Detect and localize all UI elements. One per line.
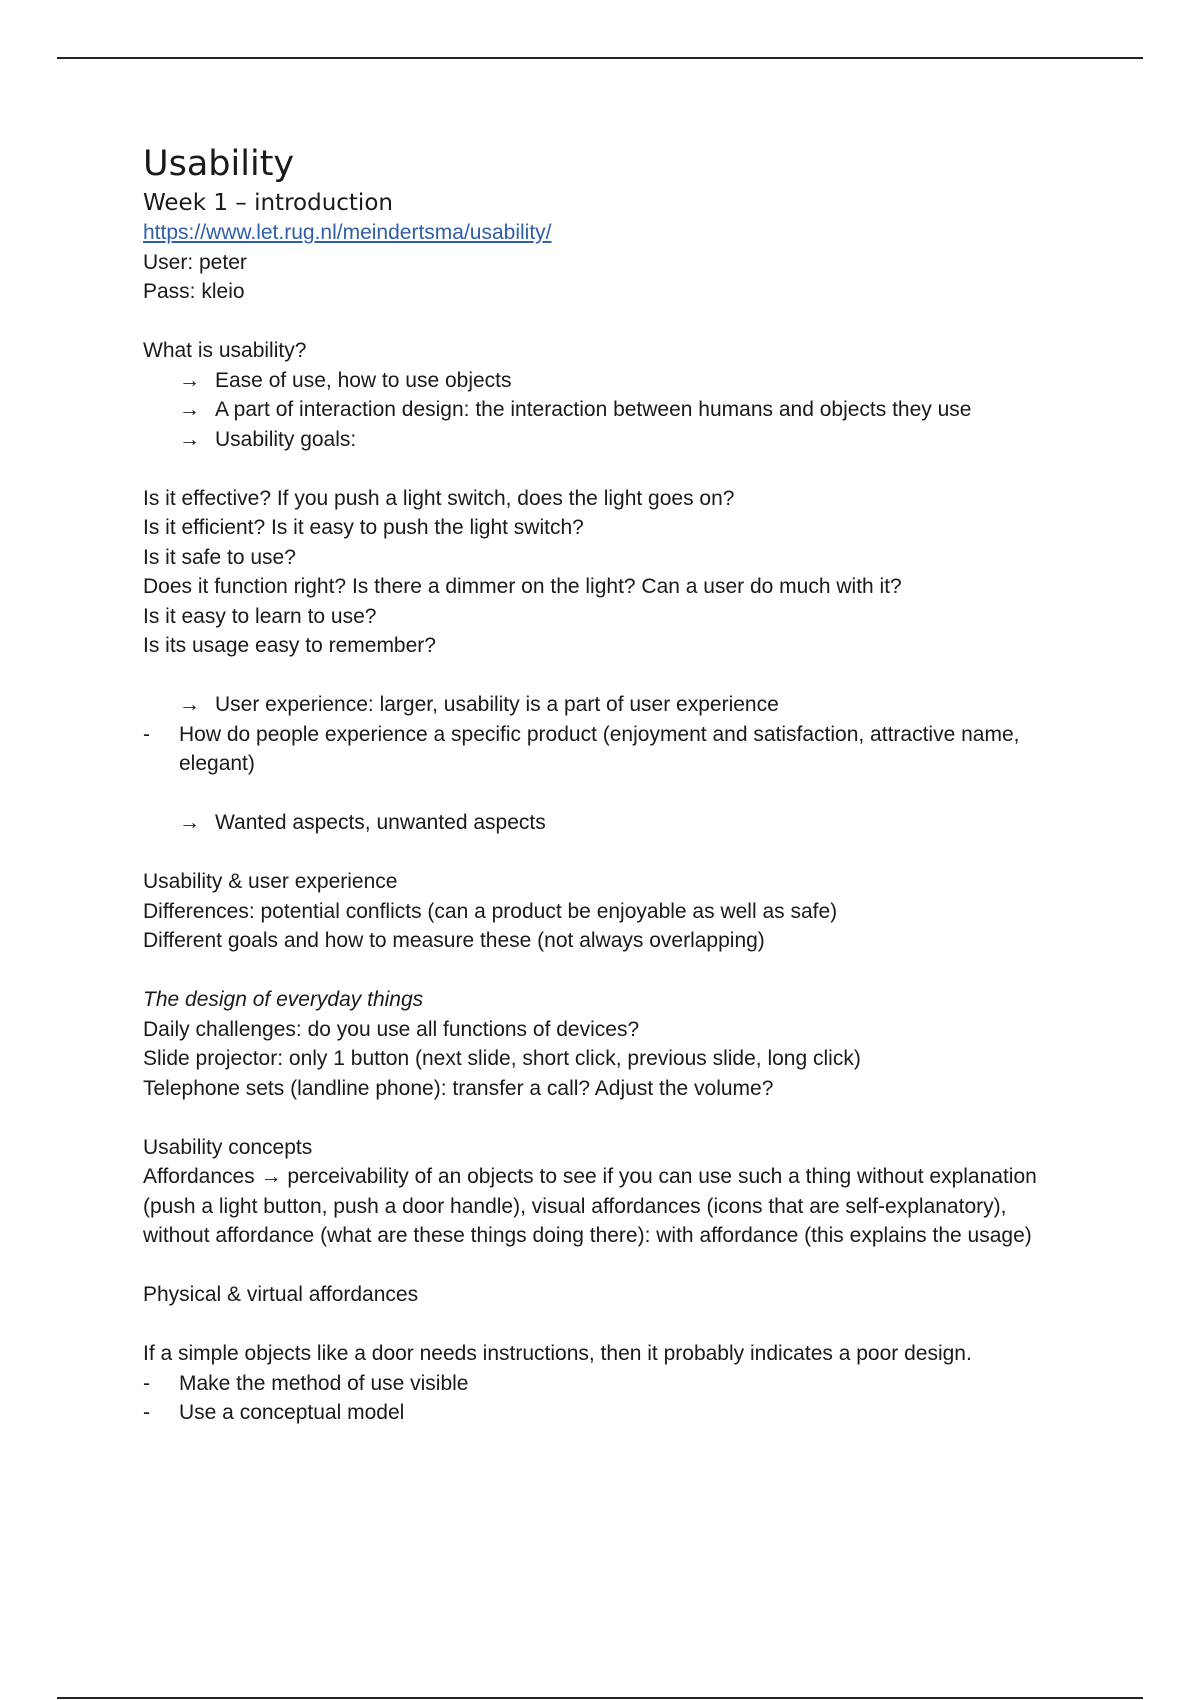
- list-item-text: Usability goals:: [215, 427, 357, 451]
- question-line: Is it efficient? Is it easy to push the light switch?: [143, 516, 584, 539]
- dash-bullet: -: [143, 1401, 150, 1424]
- spacer: [143, 1310, 1063, 1340]
- affordances-paragraph: Affordances → perceivability of an objects to see if you can use such a thing without explanation (push a light button, push a door handle), visual affordances (icons that are self-explanatory), without affordance (what are these things doing there): with affordance (this explains the usage): [143, 1165, 1037, 1247]
- list-item-text: How do people experience a specific product (enjoyment and satisfaction, attractive name, elegant): [179, 722, 1020, 775]
- arrow-icon: →: [179, 427, 200, 451]
- what-is-heading: What is usability?: [143, 339, 307, 362]
- list-item-text: Make the method of use visible: [179, 1371, 469, 1395]
- spacer: [143, 1251, 1063, 1281]
- list-item: [143, 395, 1063, 425]
- header-rule: [57, 57, 1143, 59]
- document-title: Usability: [143, 144, 295, 184]
- question-line: Is it safe to use?: [143, 545, 296, 569]
- design-line: Slide projector: only 1 button (next slide, short click, previous slide, long click): [143, 1047, 861, 1070]
- pass-line: Pass: kleio: [143, 280, 245, 303]
- list-item: [143, 366, 1063, 396]
- spacer: [143, 956, 1063, 986]
- spacer: [143, 307, 1063, 337]
- document-page: [143, 140, 1063, 1428]
- question-line: Does it function right? Is there a dimmer on the light? Can a user do much with it?: [143, 575, 902, 598]
- door-line: If a simple objects like a door needs instructions, then it probably indicates a poor design.: [143, 1342, 972, 1365]
- question-line: Is it effective? If you push a light switch, does the light goes on?: [143, 486, 735, 510]
- spacer: [143, 1103, 1063, 1133]
- list-item-text: User experience: larger, usability is a part of user experience: [215, 693, 779, 716]
- dash-bullet: -: [143, 1371, 150, 1395]
- list-item-text: Ease of use, how to use objects: [215, 368, 512, 392]
- spacer: [143, 661, 1063, 691]
- list-item: [143, 808, 1063, 838]
- concepts-heading: Usability concepts: [143, 1135, 313, 1159]
- list-item: [143, 690, 1063, 720]
- user-line: User: peter: [143, 250, 247, 274]
- dash-bullet: -: [143, 722, 150, 746]
- list-item-text: Use a conceptual model: [179, 1401, 405, 1424]
- spacer: [143, 838, 1063, 868]
- list-item: [143, 1369, 1063, 1399]
- document-subtitle: Week 1 – introduction: [143, 190, 393, 216]
- list-item-text: A part of interaction design: the interaction between humans and objects they use: [215, 398, 972, 421]
- section-line: Usability & user experience: [143, 870, 398, 893]
- spacer: [143, 779, 1063, 809]
- footer-rule: [57, 1697, 1143, 1699]
- design-line: Daily challenges: do you use all functions of devices?: [143, 1017, 640, 1041]
- course-link[interactable]: https://www.let.rug.nl/meindertsma/usability/: [143, 221, 552, 244]
- list-item: [143, 1398, 1063, 1428]
- design-title: The design of everyday things: [143, 988, 424, 1011]
- design-line: Telephone sets (landline phone): transfer a call? Adjust the volume?: [143, 1076, 774, 1100]
- spacer: [143, 454, 1063, 484]
- arrow-icon: →: [179, 811, 200, 834]
- arrow-icon: →: [179, 368, 200, 392]
- arrow-icon: →: [179, 693, 200, 716]
- course-link-line: [143, 218, 1063, 248]
- physical-virtual-line: Physical & virtual affordances: [143, 1283, 419, 1306]
- list-item: [143, 720, 1063, 779]
- list-item: [143, 425, 1063, 455]
- arrow-icon: →: [179, 398, 200, 421]
- section-line: Different goals and how to measure these (not always overlapping): [143, 929, 765, 952]
- question-line: Is it easy to learn to use?: [143, 604, 377, 628]
- list-item-text: Wanted aspects, unwanted aspects: [215, 811, 546, 834]
- section-line: Differences: potential conflicts (can a product be enjoyable as well as safe): [143, 899, 838, 923]
- question-line: Is its usage easy to remember?: [143, 634, 436, 657]
